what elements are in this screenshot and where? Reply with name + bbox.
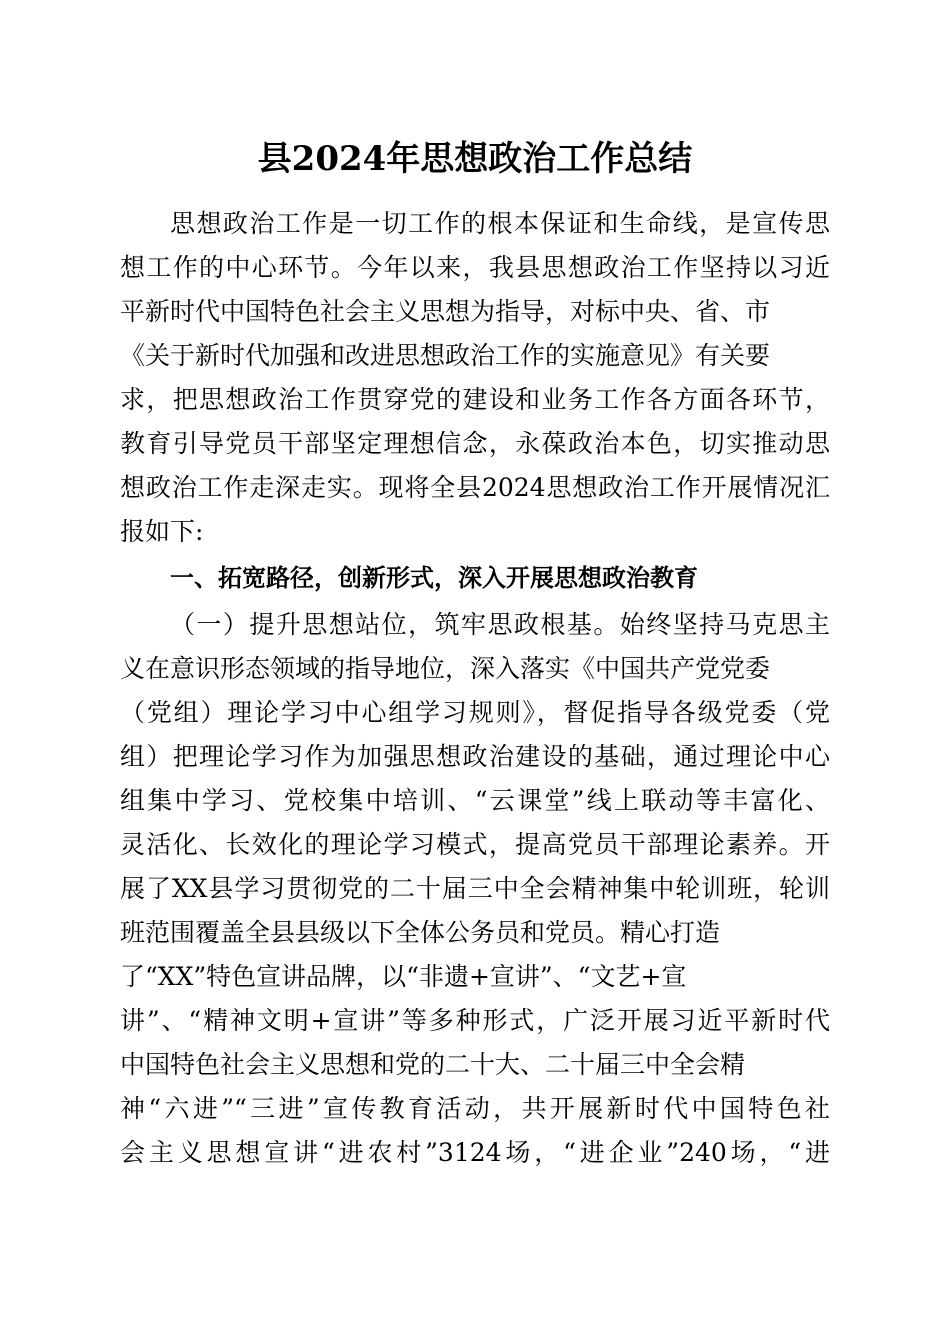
section-heading: 一、拓宽路径，创新形式，深入开展思想政治教育 <box>170 564 698 592</box>
text-line: 义在意识形态领域的指导地位，深入落实《中国共产党党委 <box>120 654 771 683</box>
text-line: 组集中学习、党校集中培训、“云课堂”线上联动等丰富化、 <box>120 786 830 815</box>
text-line: 报如下: <box>120 517 204 546</box>
text-line: 思想政治工作是一切工作的根本保证和生命线，是宣传思 <box>170 209 830 238</box>
text-line: 教育引导党员干部坚定理想信念，永葆政治本色，切实推动思 <box>120 429 830 458</box>
text-line: 灵活化、长效化的理论学习模式，提高党员干部理论素养。开 <box>120 830 830 859</box>
text-line: 中国特色社会主义思想和党的二十大、二十届三中全会精 <box>120 1050 746 1079</box>
text-line: 会主义思想宣讲“进农村”3124场，“进企业”240场，“进 <box>120 1138 830 1167</box>
text-line: 平新时代中国特色社会主义思想为指导，对标中央、省、市 <box>120 297 771 326</box>
text-line: 组）把理论学习作为加强思想政治建设的基础，通过理论中心 <box>120 742 830 771</box>
text-line: 想工作的中心环节。今年以来，我县思想政治工作坚持以习近 <box>120 253 830 282</box>
document-title: 县2024年思想政治工作总结 <box>257 139 693 179</box>
text-line: 班范围覆盖全县县级以下全体公务员和党员。精心打造 <box>120 918 721 947</box>
text-line: 讲”、“精神文明+宣讲”等多种形式，广泛开展习近平新时代 <box>120 1006 830 1035</box>
text-line: 求，把思想政治工作贯穿党的建设和业务工作各方面各环节， <box>120 385 830 414</box>
text-line: 神“六进”“三进”宣传教育活动，共开展新时代中国特色社 <box>120 1094 830 1123</box>
text-line: 展了XX县学习贯彻党的二十届三中全会精神集中轮训班，轮训 <box>120 874 830 903</box>
text-line: 想政治工作走深走实。现将全县2024思想政治工作开展情况汇 <box>120 473 830 502</box>
text-line: 《关于新时代加强和改进思想政治工作的实施意见》有关要 <box>120 341 771 370</box>
text-line: （党组）理论学习中心组学习规则》，督促指导各级党委（党 <box>120 698 830 727</box>
text-line: 了“XX”特色宣讲品牌，以“非遗+宣讲”、“文艺+宣 <box>120 962 687 991</box>
text-line: （一）提升思想站位，筑牢思政根基。始终坚持马克思主 <box>170 610 830 639</box>
